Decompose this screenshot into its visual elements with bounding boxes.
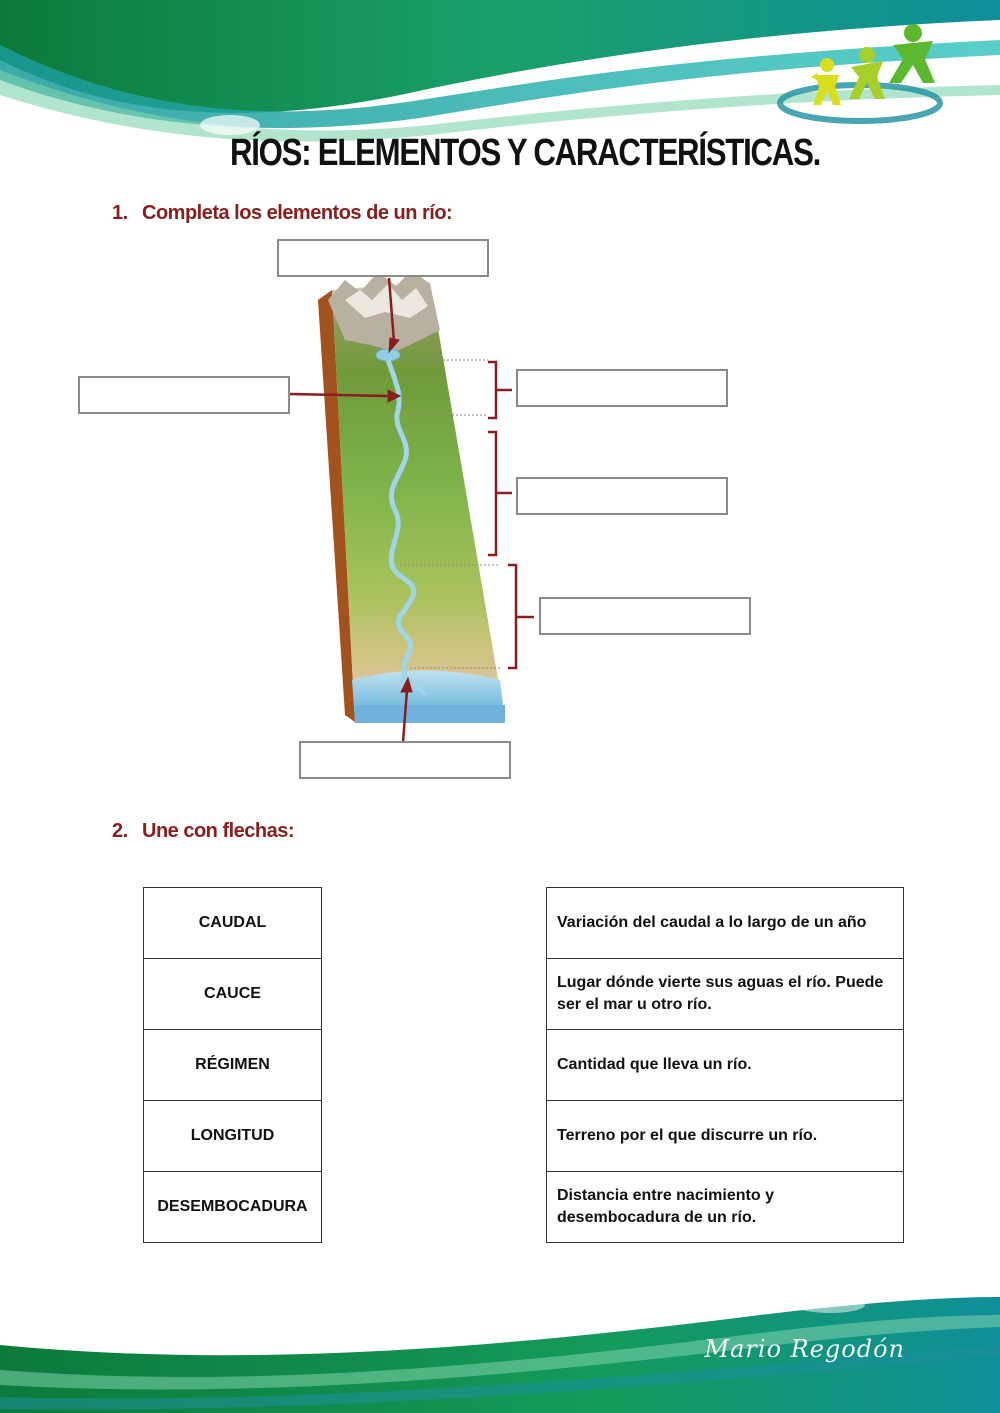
page-title: RÍOS: ELEMENTOS Y CARACTERÍSTICAS. xyxy=(229,132,821,174)
answer-box-tributary[interactable] xyxy=(78,376,290,414)
answer-box-lower-course[interactable] xyxy=(539,597,751,635)
answer-box-mouth[interactable] xyxy=(299,741,511,779)
definition-cell[interactable]: Terreno por el que discurre un río. xyxy=(547,1101,904,1172)
terms-table xyxy=(143,887,322,1243)
definition-cell[interactable]: Cantidad que lleva un río. xyxy=(547,1030,904,1101)
answer-box-upper-course[interactable] xyxy=(516,369,728,407)
definition-cell[interactable]: Variación del caudal a lo largo de un año xyxy=(547,888,904,959)
section-1-number: 1. xyxy=(112,202,128,224)
term-cell[interactable]: CAUDAL xyxy=(144,888,322,959)
section-2-label: Une con flechas xyxy=(142,820,288,842)
answer-box-middle-course[interactable] xyxy=(516,477,728,515)
definitions-table xyxy=(546,887,904,1243)
term-cell[interactable]: RÉGIMEN xyxy=(144,1030,322,1101)
definition-cell[interactable]: Distancia entre nacimiento y desembocadura de un río. xyxy=(547,1172,904,1243)
section-2-suffix: : xyxy=(287,820,295,842)
answer-box-source[interactable] xyxy=(277,239,489,277)
bracket-middle-course xyxy=(488,432,512,555)
term-cell[interactable]: CAUCE xyxy=(144,959,322,1030)
section-1-label: Completa los elementos de un río: xyxy=(142,202,453,224)
bracket-lower-course xyxy=(508,565,534,668)
term-cell[interactable]: DESEMBOCADURA xyxy=(144,1172,322,1243)
bracket-upper-course xyxy=(488,362,512,418)
section-2-number: 2. xyxy=(112,820,128,842)
term-cell[interactable]: LONGITUD xyxy=(144,1101,322,1172)
terrain-surface xyxy=(332,282,505,722)
section-2-heading xyxy=(112,820,294,843)
author-signature: Mario Regodón xyxy=(704,1335,905,1363)
definition-cell[interactable]: Lugar dónde vierte sus aguas el río. Puede ser el mar u otro río. xyxy=(547,959,904,1030)
